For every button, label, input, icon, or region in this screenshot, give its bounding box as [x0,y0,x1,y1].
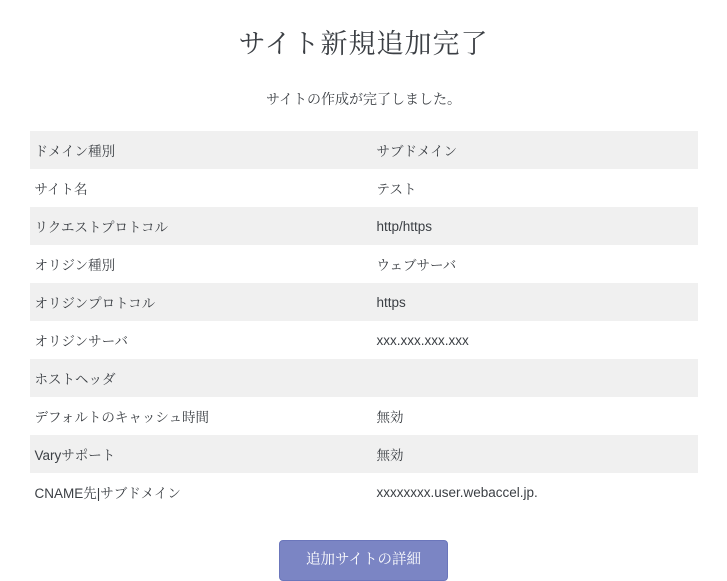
row-value: サブドメイン [377,131,698,169]
table-row [30,321,698,359]
table-row [30,131,698,169]
row-value: ウェブサーバ [377,245,698,283]
site-summary-table-body [30,131,698,511]
table-row [30,359,698,397]
row-value: xxx.xxx.xxx.xxx [377,321,698,359]
table-row [30,397,698,435]
row-value: https [377,283,698,321]
row-label: リクエストプロトコル [30,207,377,245]
table-row [30,169,698,207]
row-label: サイト名 [30,169,377,207]
row-label: Varyサポート [30,435,377,473]
row-label: デフォルトのキャッシュ時間 [30,397,377,435]
row-label: オリジンサーバ [30,321,377,359]
row-label: オリジンプロトコル [30,283,377,321]
row-label: オリジン種別 [30,245,377,283]
row-value: テスト [377,169,698,207]
table-row [30,473,698,511]
table-row [30,283,698,321]
row-value: 無効 [377,435,698,473]
row-label: ホストヘッダ [30,359,377,397]
table-row [30,207,698,245]
row-value: xxxxxxxx.user.webaccel.jp. [377,473,698,511]
site-summary-table [30,131,698,511]
row-value: http/https [377,207,698,245]
row-value: 無効 [377,397,698,435]
row-value [377,359,698,397]
page-subtitle: サイトの作成が完了しました。 [265,91,462,107]
site-detail-button[interactable]: 追加サイトの詳細 [279,540,448,581]
page-title: サイト新規追加完了 [238,29,489,59]
table-row [30,245,698,283]
row-label: ドメイン種別 [30,131,377,169]
row-label: CNAME先|サブドメイン [30,473,377,511]
action-row [0,540,727,581]
table-row [30,435,698,473]
